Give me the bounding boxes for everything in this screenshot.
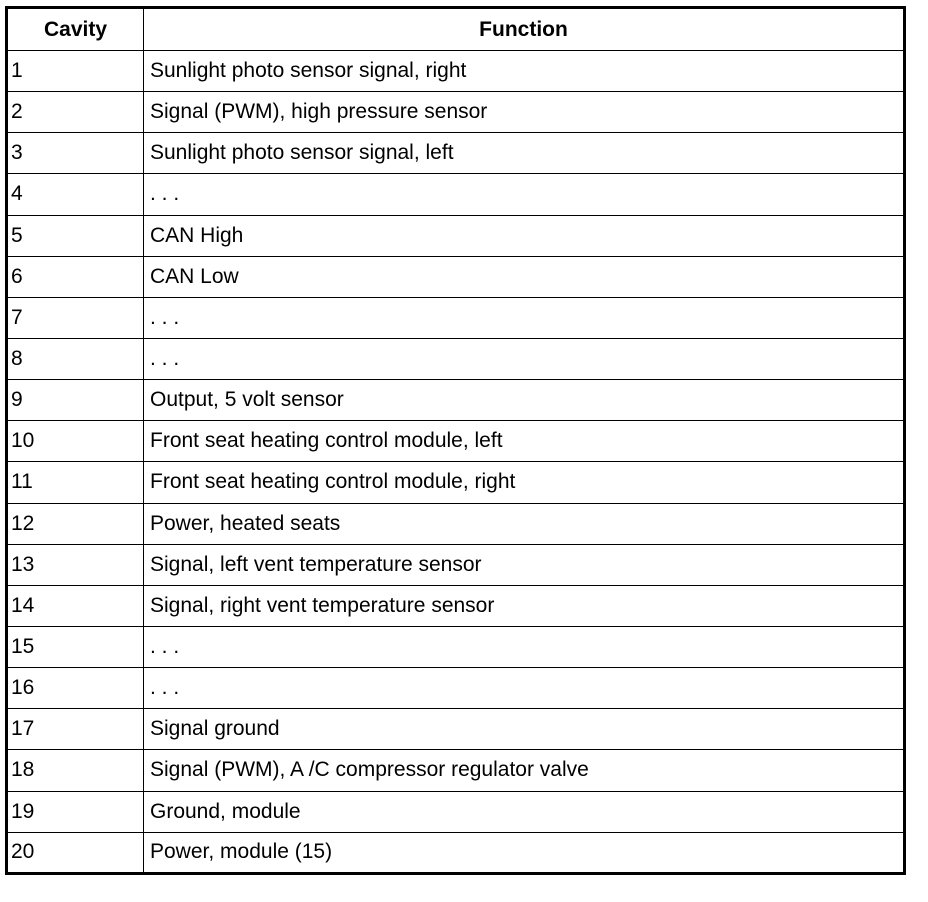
function-cell: Signal ground (144, 709, 905, 750)
table-row (7, 626, 905, 667)
table-row (7, 215, 905, 256)
cavity-cell: 1 (7, 51, 144, 92)
function-cell: Power, heated seats (144, 503, 905, 544)
cavity-cell: 9 (7, 380, 144, 421)
cavity-cell: 11 (7, 462, 144, 503)
cavity-cell: 7 (7, 297, 144, 338)
cavity-cell: 14 (7, 585, 144, 626)
cavity-cell: 8 (7, 338, 144, 379)
table-row (7, 791, 905, 832)
table-row (7, 709, 905, 750)
table-row (7, 338, 905, 379)
cavity-cell: 13 (7, 544, 144, 585)
cavity-cell: 4 (7, 174, 144, 215)
function-cell: Power, module (15) (144, 832, 905, 873)
table-row (7, 133, 905, 174)
table-row (7, 174, 905, 215)
table-row (7, 832, 905, 873)
function-cell: Signal (PWM), high pressure sensor (144, 92, 905, 133)
table-row (7, 92, 905, 133)
cavity-cell: 16 (7, 668, 144, 709)
cavity-cell: 2 (7, 92, 144, 133)
cavity-cell: 15 (7, 626, 144, 667)
cavity-cell: 10 (7, 421, 144, 462)
table-row (7, 421, 905, 462)
function-cell: Signal, left vent temperature sensor (144, 544, 905, 585)
table-row (7, 256, 905, 297)
function-cell: Ground, module (144, 791, 905, 832)
table-row (7, 544, 905, 585)
cavity-cell: 6 (7, 256, 144, 297)
function-cell: Signal, right vent temperature sensor (144, 585, 905, 626)
function-cell: Signal (PWM), A /C compressor regulator valve (144, 750, 905, 791)
cavity-cell: 20 (7, 832, 144, 873)
table-row (7, 380, 905, 421)
table-row (7, 503, 905, 544)
function-cell: . . . (144, 626, 905, 667)
table-row (7, 585, 905, 626)
table-body (7, 51, 905, 874)
table-header (7, 8, 905, 51)
table-row (7, 462, 905, 503)
cavity-cell: 17 (7, 709, 144, 750)
function-cell: CAN High (144, 215, 905, 256)
function-cell: . . . (144, 668, 905, 709)
header-row (7, 8, 905, 51)
cavity-cell: 5 (7, 215, 144, 256)
cavity-cell: 12 (7, 503, 144, 544)
table-row (7, 51, 905, 92)
function-cell: . . . (144, 297, 905, 338)
cavity-cell: 18 (7, 750, 144, 791)
cavity-cell: 3 (7, 133, 144, 174)
table-row (7, 297, 905, 338)
header-cavity: Cavity (7, 8, 144, 51)
function-cell: Sunlight photo sensor signal, left (144, 133, 905, 174)
function-cell: Front seat heating control module, left (144, 421, 905, 462)
function-cell: Front seat heating control module, right (144, 462, 905, 503)
cavity-cell: 19 (7, 791, 144, 832)
function-cell: CAN Low (144, 256, 905, 297)
table-row (7, 668, 905, 709)
table-row (7, 750, 905, 791)
header-function: Function (144, 8, 905, 51)
function-cell: . . . (144, 174, 905, 215)
function-cell: Sunlight photo sensor signal, right (144, 51, 905, 92)
cavity-function-table (5, 6, 906, 875)
function-cell: Output, 5 volt sensor (144, 380, 905, 421)
function-cell: . . . (144, 338, 905, 379)
